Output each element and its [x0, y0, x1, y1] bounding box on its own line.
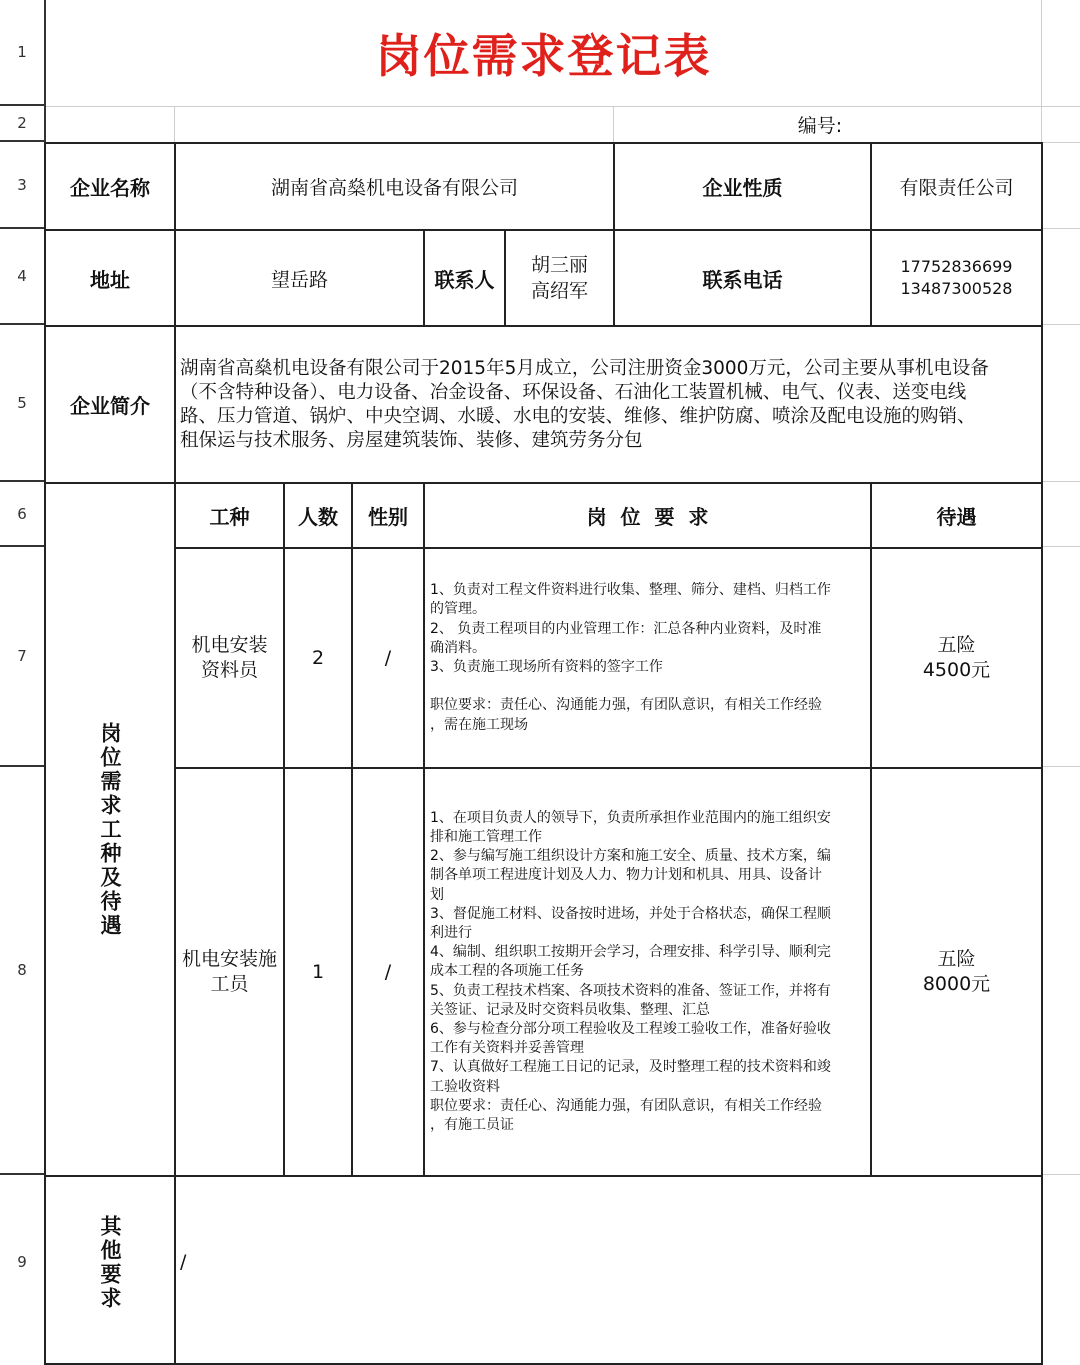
gridline — [1041, 228, 1080, 229]
gridline — [46, 106, 1041, 107]
header-headcount: 人数 — [283, 482, 353, 549]
other-requirements-label: 其他要求 — [98, 1215, 122, 1311]
gridline — [174, 106, 175, 142]
job-gender: / — [351, 547, 425, 769]
address-value: 望岳路 — [174, 229, 425, 327]
company-name-label: 企业名称 — [44, 142, 176, 231]
gridline — [1041, 766, 1080, 767]
address-label: 地址 — [44, 229, 176, 327]
phone-label: 联系电话 — [613, 229, 872, 327]
phone-numbers: 17752836699 13487300528 — [870, 229, 1043, 327]
jobs-section-label-cell — [44, 482, 176, 1177]
gridline — [1041, 142, 1080, 143]
row-number-1: 1 — [0, 0, 46, 106]
gridline — [1041, 324, 1080, 325]
job-requirements: 1、在项目负责人的领导下，负责所承担作业范围内的施工组织安 排和施工管理工作 2、参与编写施工组织设计方案和施工安全、质量、技术方案，编 制各单项工程进度计划及人力、物力计划和机具、用具、设备计 划 3、督促施工材料、设备按时进场，并处于合格状态，确保工程顺 利进行 4、编制、组织职工按期开会学习，合理安排、科学引导、顺利完 成本工程的各项施工任务 5、负责工程技术档案、各项技术资料的准备、签证工作，并将有 关签证、记录及时交资料员收集、整理、汇总 6、参与检查分部分项工程验收及工程竣工验收工作，准备好验收 工作有关资料并妥善管理 7、认真做好工程施工日记的记录，及时整理工程的技术资料和竣 工验收资料 职位要求：责任心、沟通能力强，有团队意识，有相关工作经验 ，有施工员证 — [423, 767, 872, 1177]
job-type: 机电安装 资料员 — [174, 547, 285, 769]
company-nature: 有限责任公司 — [870, 142, 1043, 231]
row-number-9: 9 — [0, 1175, 46, 1349]
gridline — [1041, 1174, 1080, 1175]
job-benefits: 五险 8000元 — [870, 767, 1043, 1177]
other-requirements-label-cell — [44, 1175, 176, 1365]
jobs-section-label: 岗位需求工种及待遇 — [98, 721, 122, 938]
company-nature-label: 企业性质 — [613, 142, 872, 231]
row-number-7: 7 — [0, 547, 46, 767]
gridline — [1041, 106, 1080, 107]
gridline — [1041, 546, 1080, 547]
row-number-3: 3 — [0, 142, 46, 229]
row-number-2: 2 — [0, 106, 46, 142]
job-benefits: 五险 4500元 — [870, 547, 1043, 769]
serial-number-label: 编号: — [797, 114, 843, 137]
row-number-5: 5 — [0, 325, 46, 482]
header-job-type: 工种 — [174, 482, 285, 549]
gridline — [1041, 481, 1080, 482]
row-number-8: 8 — [0, 767, 46, 1175]
row-number-4: 4 — [0, 229, 46, 325]
form-title: 岗位需求登记表 — [375, 29, 712, 83]
header-benefits: 待遇 — [870, 482, 1043, 549]
job-headcount: 2 — [283, 547, 353, 769]
job-headcount: 1 — [283, 767, 353, 1177]
header-requirements: 岗 位 要 求 — [423, 482, 872, 549]
contact-names: 胡三丽 高绍军 — [504, 229, 615, 327]
job-requirements: 1、负责对工程文件资料进行收集、整理、筛分、建档、归档工作 的管理。 2、 负责工程项目的内业管理工作：汇总各种内业资料，及时准 确消料。 3、负责施工现场所有资料的签字工作 职位要求：责任心、沟通能力强，有团队意识，有相关工作经验 ，需在施工现场 — [423, 547, 872, 769]
company-name: 湖南省高燊机电设备有限公司 — [174, 142, 615, 231]
job-type: 机电安装施 工员 — [174, 767, 285, 1177]
row-number-6: 6 — [0, 482, 46, 547]
contact-label: 联系人 — [423, 229, 506, 327]
header-gender: 性别 — [351, 482, 425, 549]
other-requirements-value: / — [174, 1175, 1043, 1365]
gridline — [613, 106, 614, 142]
intro-label: 企业简介 — [44, 325, 176, 484]
job-gender: / — [351, 767, 425, 1177]
company-intro: 湖南省高燊机电设备有限公司于2015年5月成立，公司注册资金3000万元，公司主要从事机电设备 （不含特种设备）、电力设备、冶金设备、环保设备、石油化工装置机械、电气、仪表、送变电线 路、压力管道、锅炉、中央空调、水暖、水电的安装、维修、维护防腐、喷涂及配电设施的购销、 租保运与技术服务、房屋建筑装饰、装修、建筑劳务分包 — [174, 325, 1043, 484]
